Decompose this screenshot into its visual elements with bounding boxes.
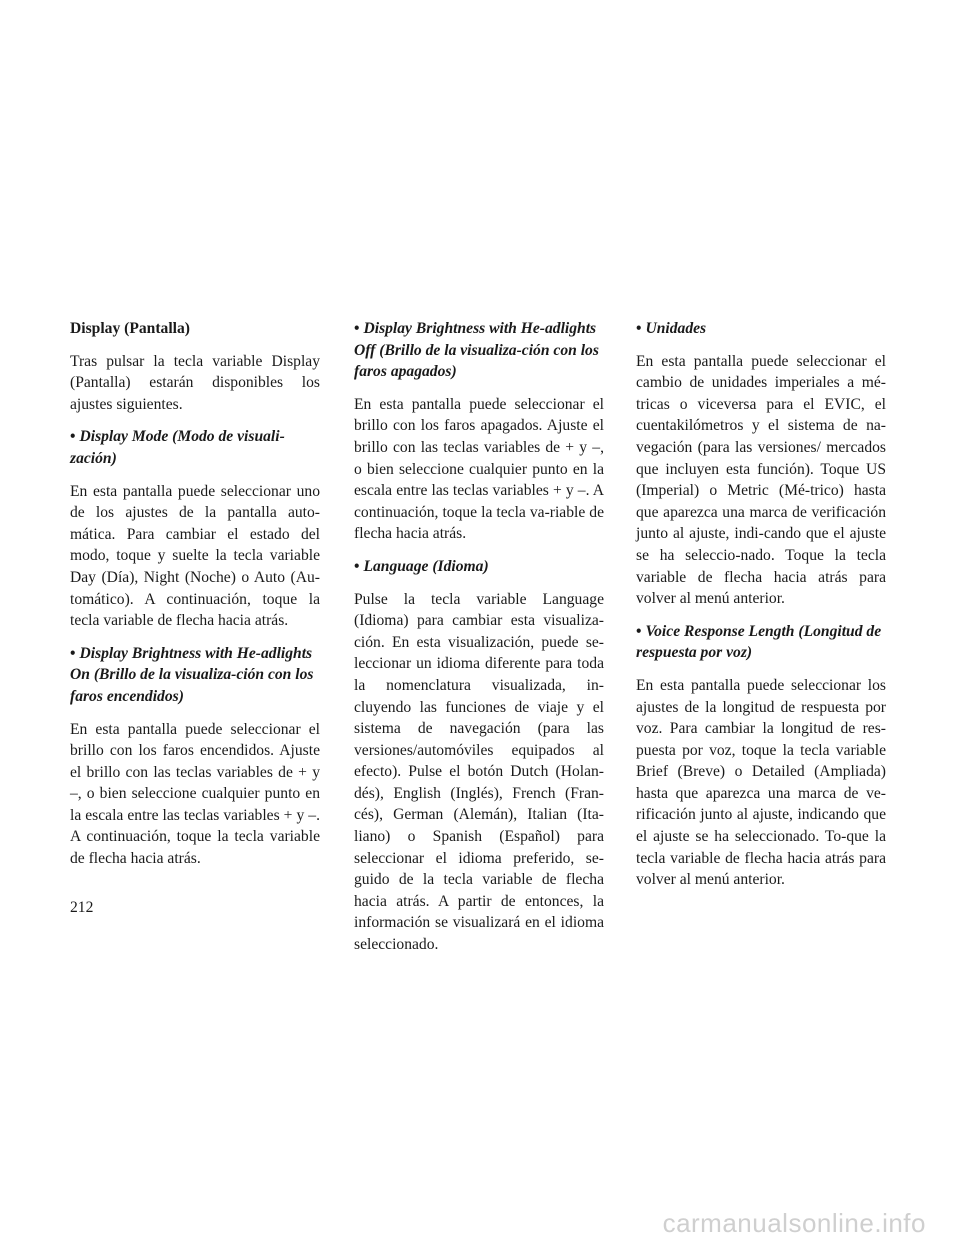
units-heading	[636, 318, 886, 340]
brightness-off-heading-text: Display Brightness with He-adlights Off (Brillo de la visualiza-ción con los faros apagados)	[354, 320, 599, 381]
language-heading-text: Language (Idioma)	[363, 557, 489, 575]
bullet-icon: •	[354, 320, 360, 337]
units-paragraph: En esta pantalla puede seleccionar el cambio de unidades imperiales a mé-tricas o viceversa para el EVIC, el cuentakilómetros y el sistema de na-vegación (para las versiones/ mercados que incluyen esta función). Toque US (Imperial) o Metric (Mé-trico) hasta que aparezca una marca de verificación junto al ajuste, indi-cando que el ajuste se ha seleccio-nado. Toque la tecla variable de flecha hacia atrás para volver al menú anterior.	[636, 352, 886, 608]
voice-response-heading-text: Voice Response Length (Longitud de respuesta por voz)	[636, 622, 882, 662]
brightness-on-heading-text: Display Brightness with He-adlights On (Brillo de la visualiza-ción con los faros encendidos)	[70, 644, 314, 705]
bullet-icon: •	[354, 557, 360, 575]
column-1	[70, 318, 320, 881]
column-3	[636, 318, 886, 902]
bullet-icon: •	[636, 320, 642, 337]
display-mode-paragraph: En esta pantalla puede seleccionar uno de los ajustes de la pantalla auto-mática. Para cambiar el estado del modo, toque y suelte la tecla variable Day (Día), Night (Noche) o Auto (Au-tomático). A continuación, toque la tecla variable de flecha hacia atrás.	[70, 482, 320, 630]
watermark: carmanualsonline.info	[662, 1208, 926, 1238]
page-number: 212	[70, 899, 94, 916]
section-title-display: Display (Pantalla)	[70, 320, 190, 337]
units-heading-text: Unidades	[645, 320, 707, 337]
brightness-off-paragraph: En esta pantalla puede seleccionar el brillo con los faros apagados. Ajuste el brillo con las teclas variables de + y –, o bien seleccione cualquier punto en la escala entre las teclas variables + y –. A continuación, toque la tecla va-riable de flecha hacia atrás.	[354, 395, 604, 543]
display-intro-paragraph: Tras pulsar la tecla variable Display (Pantalla) estarán disponibles los ajustes siguientes.	[70, 352, 320, 413]
bullet-icon: •	[70, 428, 76, 446]
voice-response-heading	[636, 621, 886, 664]
brightness-on-heading	[70, 643, 320, 708]
language-heading	[354, 556, 604, 578]
display-mode-heading	[70, 426, 320, 469]
bullet-icon: •	[636, 622, 642, 640]
voice-response-paragraph: En esta pantalla puede seleccionar los ajustes de la longitud de respuesta por voz. Para cambiar la longitud de res-puesta por voz, toque la tecla variable Brief (Breve) o Detailed (Ampliada) hasta que aparezca una marca de ve-rificación junto al ajuste, indicando que el ajuste se ha seleccionado. To-que la tecla variable de flecha hacia atrás para volver al menú anterior.	[636, 676, 886, 889]
language-paragraph: Pulse la tecla variable Language (Idioma) para cambiar esta visualiza-ción. En esta visualización, puede se-leccionar un idioma diferente para toda la nomenclatura visualizada, in-cluyendo las funciones de viaje y el sistema de navegación (para las versiones/automóviles equipados al efecto). Pulse el botón Dutch (Holan-dés), English (Inglés), French (Fran-cés), German (Alemán), Italian (Ita-liano) o Spanish (Español) para seleccionar el idioma preferido, se-guido de la tecla variable de flecha hacia atrás. A partir de entonces, la información se visualizará en el idioma seleccionado.	[354, 590, 604, 954]
brightness-on-paragraph: En esta pantalla puede seleccionar el brillo con los faros encendidos. Ajuste el brillo con las teclas variables de + y –, o bien seleccione cualquier punto en la escala entre las teclas variables + y –. A continuación, toque la tecla variable de flecha hacia atrás.	[70, 720, 320, 868]
brightness-off-heading	[354, 318, 604, 383]
column-2	[354, 318, 604, 967]
display-mode-heading-text: Display Mode (Modo de visuali-zación)	[70, 428, 285, 467]
bullet-icon: •	[70, 644, 76, 662]
